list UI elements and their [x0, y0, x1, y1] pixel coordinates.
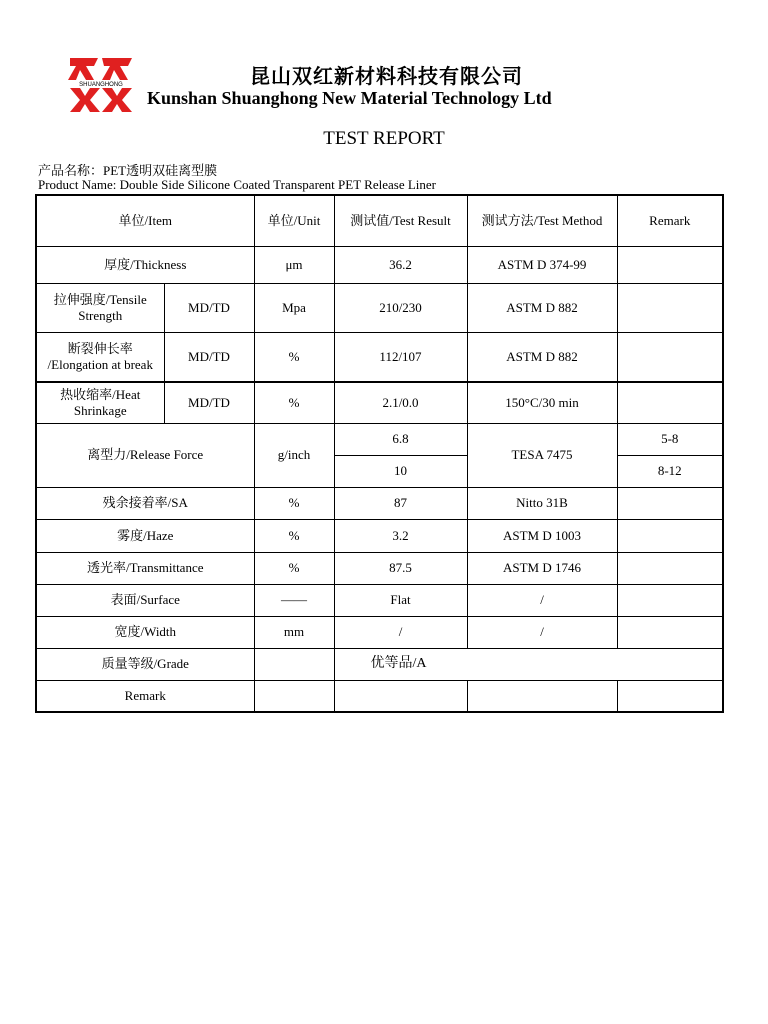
- width-result: /: [334, 616, 467, 648]
- tensile-item-en: Strength: [78, 307, 123, 323]
- surface-result: Flat: [334, 584, 467, 616]
- thickness-method: ASTM D 374-99: [467, 246, 617, 283]
- test-report-table: [35, 194, 724, 713]
- table-row-shrinkage: [36, 382, 723, 423]
- transmittance-result: 87.5: [334, 552, 467, 584]
- elongation-method: ASTM D 882: [467, 332, 617, 382]
- table-row-remark: [36, 680, 723, 712]
- transmittance-method: ASTM D 1746: [467, 552, 617, 584]
- elongation-item: [36, 332, 164, 382]
- elongation-item-en: /Elongation at break: [47, 356, 153, 372]
- sa-remark: [617, 487, 723, 519]
- table-row-haze: [36, 519, 723, 552]
- shrinkage-unit: %: [254, 382, 334, 423]
- surface-item: 表面/Surface: [36, 584, 254, 616]
- grade-unit: [254, 648, 334, 680]
- width-method: /: [467, 616, 617, 648]
- surface-method: /: [467, 584, 617, 616]
- grade-item: 质量等级/Grade: [36, 648, 254, 680]
- transmittance-item: 透光率/Transmittance: [36, 552, 254, 584]
- company-name-en: Kunshan Shuanghong New Material Technology Ltd: [147, 88, 552, 108]
- grade-value: 优等品/A: [334, 648, 723, 680]
- remark-cell-3: [467, 680, 617, 712]
- tensile-method: ASTM D 882: [467, 283, 617, 332]
- table-row-thickness: [36, 246, 723, 283]
- product-name-en: Product Name: Double Side Silicone Coated Transparent PET Release Liner: [38, 177, 436, 192]
- haze-remark: [617, 519, 723, 552]
- remark-cell-2: [334, 680, 467, 712]
- tensile-unit: Mpa: [254, 283, 334, 332]
- sa-item: 残余接着率/SA: [36, 487, 254, 519]
- tensile-remark: [617, 283, 723, 332]
- haze-item: 雾度/Haze: [36, 519, 254, 552]
- haze-method: ASTM D 1003: [467, 519, 617, 552]
- shrinkage-direction: MD/TD: [164, 382, 254, 423]
- sa-unit: %: [254, 487, 334, 519]
- transmittance-remark: [617, 552, 723, 584]
- haze-unit: %: [254, 519, 334, 552]
- elongation-result: 112/107: [334, 332, 467, 382]
- sa-method: Nitto 31B: [467, 487, 617, 519]
- header-method: 测试方法/Test Method: [467, 195, 617, 246]
- table-header-row: [36, 195, 723, 246]
- logo-graphic: [68, 56, 134, 112]
- surface-remark: [617, 584, 723, 616]
- thickness-result: 36.2: [334, 246, 467, 283]
- header-remark: Remark: [617, 195, 723, 246]
- surface-unit: ——: [254, 584, 334, 616]
- elongation-remark: [617, 332, 723, 382]
- shrinkage-item-cn: 热收缩率/Heat: [60, 386, 141, 402]
- table-row-surface: [36, 584, 723, 616]
- thickness-unit: μm: [254, 246, 334, 283]
- width-unit: mm: [254, 616, 334, 648]
- shrinkage-item: [36, 382, 164, 423]
- table-row-width: [36, 616, 723, 648]
- release-force-result-1: 6.8: [334, 423, 467, 455]
- table-row-release-force: [36, 423, 723, 455]
- tensile-direction: MD/TD: [164, 283, 254, 332]
- elongation-unit: %: [254, 332, 334, 382]
- table-row-tensile: [36, 283, 723, 332]
- remark-cell-4: [617, 680, 723, 712]
- width-remark: [617, 616, 723, 648]
- header-item: 单位/Item: [36, 195, 254, 246]
- release-force-method: TESA 7475: [467, 423, 617, 487]
- header-unit: 单位/Unit: [254, 195, 334, 246]
- release-force-remark-2: 8-12: [617, 455, 723, 487]
- shrinkage-item-en: Shrinkage: [73, 402, 127, 418]
- width-item: 宽度/Width: [36, 616, 254, 648]
- remark-item: Remark: [36, 680, 254, 712]
- elongation-direction: MD/TD: [164, 332, 254, 382]
- header-result: 测试值/Test Result: [334, 195, 467, 246]
- thickness-item: 厚度/Thickness: [36, 246, 254, 283]
- table-row-sa: [36, 487, 723, 519]
- tensile-item-cn: 拉伸强度/Tensile: [53, 291, 147, 307]
- report-title: TEST REPORT: [323, 128, 445, 149]
- release-force-unit: g/inch: [254, 423, 334, 487]
- tensile-result: 210/230: [334, 283, 467, 332]
- haze-result: 3.2: [334, 519, 467, 552]
- table-row-transmittance: [36, 552, 723, 584]
- remark-cell-1: [254, 680, 334, 712]
- thickness-remark: [617, 246, 723, 283]
- shrinkage-method: 150°C/30 min: [467, 382, 617, 423]
- transmittance-unit: %: [254, 552, 334, 584]
- release-force-remark-1: 5-8: [617, 423, 723, 455]
- logo-text: SHUANGHONG: [79, 82, 123, 88]
- company-logo: [68, 56, 134, 112]
- elongation-item-cn: 断裂伸长率: [67, 340, 133, 356]
- shrinkage-result: 2.1/0.0: [334, 382, 467, 423]
- table-row-elongation: [36, 332, 723, 382]
- sa-result: 87: [334, 487, 467, 519]
- table-row-grade: [36, 648, 723, 680]
- product-name-cn: 产品名称：PET透明双硅离型膜: [38, 163, 218, 178]
- tensile-item: [36, 283, 164, 332]
- company-name-cn: 昆山双红新材料科技有限公司: [250, 64, 523, 88]
- release-force-item: 离型力/Release Force: [36, 423, 254, 487]
- release-force-result-2: 10: [334, 455, 467, 487]
- shrinkage-remark: [617, 382, 723, 423]
